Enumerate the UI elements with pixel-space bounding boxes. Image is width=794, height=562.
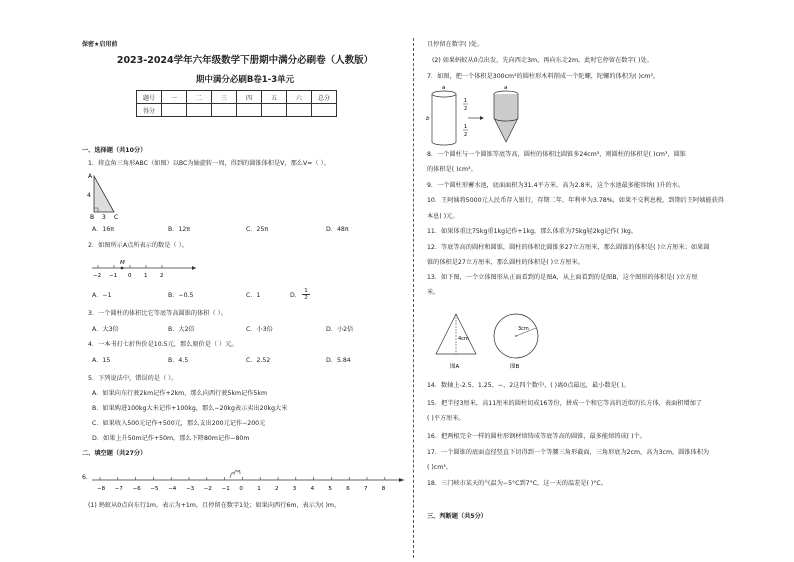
question-15-line-2: ( )平方厘米。 <box>427 415 465 422</box>
triangle-label-c: C <box>114 214 119 221</box>
question-11: 11．如果体重比75kg重1kg记作+1kg，那么体重为75kg轻2kg记作( )kg。 <box>427 228 638 235</box>
tick-label: 5 <box>328 486 332 492</box>
q1-option-a[interactable]: A．16π <box>92 226 115 233</box>
question-14: 14．数轴上-2.5、1.25、−、2这四个数中，( )离0点最远，最小数是( )。 <box>427 382 630 389</box>
tick-label: −5 <box>150 486 159 492</box>
question-5: 5．下列说法中，错误的是（ ）。 <box>88 375 178 382</box>
score-cell: 得分 <box>137 104 162 117</box>
figure-a-label: 图A <box>450 364 460 370</box>
tick-label: 0 <box>128 273 132 279</box>
triangle-label-b: B <box>90 214 95 221</box>
tick-label: −2 <box>93 273 102 279</box>
label-half-num: 1 <box>464 98 468 104</box>
tick-label: 2 <box>160 273 164 279</box>
score-input-cell[interactable] <box>262 104 287 117</box>
point-m-label: M <box>120 260 125 266</box>
q2-option-c[interactable]: C．1 <box>246 292 261 299</box>
question-18: 18．三门峡市某天的气温为−5°C到7°C，这一天的温差是( )°C。 <box>427 480 607 487</box>
score-input-cell[interactable] <box>237 104 262 117</box>
question-12-line-2: 锥的体积是27立方厘米，那么圆柱的体积是( )立方厘米。 <box>427 259 584 266</box>
q2-option-a[interactable]: A．−1 <box>92 292 112 299</box>
score-cell: 四 <box>237 91 262 104</box>
label-a: a <box>504 85 508 91</box>
question-17-line-2: ( )cm³。 <box>427 464 452 471</box>
section-fill-heading: 二、填空题（共27分） <box>82 450 147 457</box>
question-6-part-1: (1) 蚂蚁从0点向东行1m，表示为+1m，且停留在数字1处；如果向西行6m，表示为( )m， <box>88 502 341 509</box>
score-header-row <box>137 91 337 104</box>
tick-label: −6 <box>132 486 141 492</box>
tick-label: 3 <box>292 486 297 492</box>
q3-option-d[interactable]: D．小2倍 <box>326 326 354 333</box>
tick-label: −2 <box>203 486 212 492</box>
tick-label: −3 <box>186 486 195 492</box>
q5-option-d[interactable]: D．如果上升50m记作+50m，那么下降80m记作−80m <box>92 435 250 442</box>
tick-label: −7 <box>114 486 123 492</box>
tick-label: −4 <box>168 486 177 492</box>
radius-label: 3cm <box>518 326 529 332</box>
cylinder-top-figure <box>428 84 540 150</box>
q4-option-a[interactable]: A．15 <box>92 357 111 364</box>
section-choice-heading: 一、选择题（共10分） <box>82 147 147 154</box>
tick-label: 7 <box>364 486 368 492</box>
label-half-den: 2 <box>464 106 468 112</box>
question-12-line-1: 12．等底等高的圆柱和圆锥，圆柱的体积比圆锥多27立方厘米，那么圆锥的体积是( )立方厘米；如果圆 <box>427 244 710 251</box>
score-input-cell[interactable] <box>312 104 337 117</box>
question-10-line-2: 本息( )元。 <box>427 213 459 220</box>
q4-option-c[interactable]: C．2.52 <box>246 357 271 364</box>
label-half-num: 1 <box>464 124 468 130</box>
tick-label: −1 <box>221 486 230 492</box>
q1-option-c[interactable]: C．25π <box>246 226 269 233</box>
question-8-line-2: 的体积是( )cm³。 <box>427 166 477 173</box>
triangle-label-a: A <box>88 173 93 180</box>
question-13-line-1: 13．如下图，一个立体图形从正面看到的是图A，从上面看到的是图B，这个图形的体积是( )立方厘 <box>427 274 698 281</box>
question-3: 3．一个圆柱的体积比它等底等高圆锥的体积（ ）。 <box>88 310 227 317</box>
score-cell: 二 <box>187 91 212 104</box>
score-cell: 五 <box>262 91 287 104</box>
tick-group <box>97 477 386 492</box>
number-line-small <box>90 258 200 280</box>
question-15-line-1: 15．把半径3厘米，高11厘米的圆柱切成16等份，拼成一个和它等高的近似的长方体，表面积增加了 <box>427 400 703 407</box>
score-table <box>136 90 337 117</box>
question-1: 1．将直角三角形ABC（如图）以BC为轴旋转一周，得到的圆锥体积是V，那么V=（ ）。 <box>88 160 330 167</box>
score-cell: 总分 <box>312 91 337 104</box>
tick-label: 1 <box>257 486 261 492</box>
q4-option-b[interactable]: B．4.5 <box>168 357 189 364</box>
number-line-large <box>92 466 408 496</box>
q5-option-b[interactable]: B．如果购进100kg大米记作+100kg，那么−20kg表示卖出20kg大米 <box>92 405 288 412</box>
label-a: a <box>442 85 446 91</box>
q3-option-a[interactable]: A．大3倍 <box>92 326 119 333</box>
q3-option-b[interactable]: B．大2倍 <box>168 326 195 333</box>
tick-label: 6 <box>346 486 350 492</box>
tick-label: 1 <box>144 273 148 279</box>
tick-label: −1 <box>109 273 118 279</box>
fraction-denominator: 2 <box>304 295 308 301</box>
score-input-cell[interactable] <box>287 104 312 117</box>
score-input-cell[interactable] <box>187 104 212 117</box>
question-6-part-2: (2) 如果蚂蚁从0点出发，先向西走3m，再向东走2m，此时它停留在数字( )处。 <box>432 57 653 64</box>
tick-label: −8 <box>97 486 106 492</box>
question-8-line-1: 8．一个圆柱与一个圆锥等底等高，圆柱的体积比圆锥多24cm³，则圆柱的体积是( )cm³，圆锥 <box>427 151 686 158</box>
question-2: 2．如图所示A点所表示的数是（ ）。 <box>88 242 188 249</box>
question-10-line-1: 10．王阿姨将5000元人民币存入银行，存期二年，年利率为3.78%，如果不交利息税，到期后王阿姨能获得 <box>427 197 724 204</box>
exam-title: 2023-2024学年六年级数学下册期中满分必刷卷（人教版） <box>116 55 374 66</box>
label-half-den: 2 <box>464 132 468 138</box>
height-label: 4cm <box>458 336 469 342</box>
triangle-figure <box>86 172 126 222</box>
score-input-cell[interactable] <box>212 104 237 117</box>
tick-label: 0 <box>239 486 243 492</box>
q4-option-d[interactable]: D．5.84 <box>326 357 351 364</box>
fraction-numerator: 1 <box>302 288 310 295</box>
question-13-line-2: 米。 <box>427 289 440 296</box>
q1-option-b[interactable]: B．12π <box>168 226 191 233</box>
figure-b-label: 图B <box>510 364 520 370</box>
question-9: 9．一个圆柱形蓄水池，底面面积为31.4平方米，高为2.8米，这个水池最多能容纳( )升的水。 <box>427 182 685 189</box>
column-divider <box>413 38 414 558</box>
question-16: 16．把两根完全一样的圆柱形钢材熔铸成等底等高的圆锥，最多能熔铸成( )个。 <box>427 433 646 440</box>
section-judge-heading: 三、判断题（共5分） <box>427 513 487 520</box>
score-cell: 一 <box>162 91 187 104</box>
q5-option-c[interactable]: C．如果收入500元记作+500元，那么支出200元记作−200元 <box>92 420 266 427</box>
score-cell: 题号 <box>137 91 162 104</box>
tick-label: 4 <box>310 486 315 492</box>
triangle-label-4: 4 <box>87 192 91 199</box>
label-b: b <box>426 116 430 122</box>
triangle-label-3: 3 <box>102 214 106 221</box>
fraction-half <box>302 288 310 301</box>
question-6-number: 6． <box>82 474 93 481</box>
exam-subtitle: 期中满分必刷B卷1-3单元 <box>195 75 295 85</box>
question-17-line-1: 17．一个圆锥的底面直径竖直下切得到一个等腰三角形截面，三角形底为2cm，高为3cm，圆锥体积为 <box>427 449 710 456</box>
score-cell: 三 <box>212 91 237 104</box>
score-cell: 六 <box>287 91 312 104</box>
q5-option-a[interactable]: A．如果向东行驶2km记作+2km，那么向西行驶5km记作5km <box>92 390 267 397</box>
view-figures <box>430 310 550 372</box>
q6-part-1-continued: 且停留在数字( )处。 <box>427 41 484 48</box>
q2-option-d[interactable]: D． <box>290 292 301 299</box>
score-input-cell[interactable] <box>162 104 187 117</box>
tick-label: 8 <box>381 486 386 492</box>
score-value-row <box>137 104 337 117</box>
ant-icon <box>230 470 240 478</box>
question-7: 7．如图，把一个体积是300cm³的圆柱形木料削成一个陀螺，陀螺的体积为( )cm³。 <box>427 73 659 80</box>
tick-label: 2 <box>275 486 279 492</box>
question-4: 4．一本书打七折售价是10.5元，那么原价是（ ）元。 <box>88 341 238 348</box>
q2-option-b[interactable]: B．−0.5 <box>168 292 194 299</box>
q3-option-c[interactable]: C．小3倍 <box>246 326 273 333</box>
secret-label: 保密★启用前 <box>82 41 118 48</box>
q1-option-d[interactable]: D．48π <box>326 226 349 233</box>
